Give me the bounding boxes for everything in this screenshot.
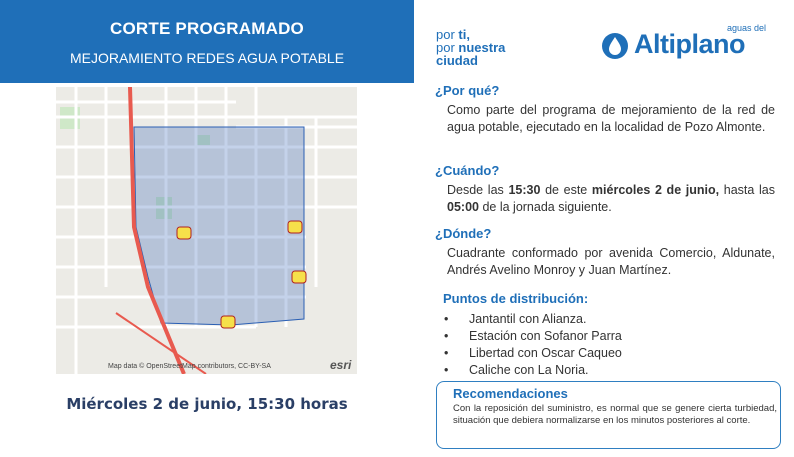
slogan-line-2-bold: nuestra	[458, 40, 506, 55]
distribution-point: Caliche con La Noria.	[469, 363, 589, 377]
when-text-part: hasta las	[719, 183, 775, 197]
header-banner	[0, 0, 414, 83]
recommendations-box	[436, 381, 781, 449]
list-item: • Estación con Sofanor Parra	[444, 329, 622, 343]
list-item: • Caliche con La Noria.	[444, 363, 589, 377]
marker-caliche[interactable]	[221, 316, 235, 328]
slogan-line-1: por	[436, 27, 459, 42]
when-heading: ¿Cuándo?	[435, 163, 500, 178]
marker-jantantil[interactable]	[177, 227, 191, 239]
distribution-list	[444, 311, 622, 379]
marker-libertad[interactable]	[292, 271, 306, 283]
list-item: • Jantantil con Alianza.	[444, 312, 587, 326]
recommendations-text: Con la reposición del suministro, es normal que se genere cierta turbiedad, situación que debiera normalizarse en los minutos posteriores al corte.	[453, 403, 777, 426]
when-date: miércoles 2 de junio,	[591, 183, 720, 197]
when-text-part: Desde las	[447, 183, 509, 197]
water-drop-icon	[600, 31, 630, 61]
logo-small-text: aguas del	[726, 23, 766, 33]
why-heading: ¿Por qué?	[435, 83, 500, 98]
map-canvas	[56, 87, 357, 374]
when-text-part: de la jornada siguiente.	[478, 200, 612, 214]
banner-title: CORTE PROGRAMADO	[110, 19, 304, 38]
slogan-line-2: por	[436, 40, 459, 55]
altiplano-logo	[600, 23, 770, 63]
why-text: Como parte del programa de mejoramiento de la red de agua potable, ejecutado en la localidad de Pozo Almonte.	[447, 103, 775, 134]
banner-subtitle: MEJORAMIENTO REDES AGUA POTABLE	[69, 50, 345, 66]
when-text	[447, 182, 775, 216]
recommendations-heading: Recomendaciones	[453, 386, 568, 401]
distribution-heading: Puntos de distribución:	[443, 291, 589, 306]
date-line: Miércoles 2 de junio, 15:30 horas	[66, 395, 348, 413]
slogan-line-1-bold: ti,	[458, 27, 470, 42]
distribution-point: Estación con Sofanor Parra	[469, 329, 622, 343]
distribution-point: Libertad con Oscar Caqueo	[469, 346, 622, 360]
slogan	[436, 28, 505, 67]
when-time-start: 15:30	[508, 183, 541, 197]
list-item: • Libertad con Oscar Caqueo	[444, 346, 622, 360]
where-text: Cuadrante conformado por avenida Comercio, Aldunate, Andrés Avelino Monroy y Juan Martínez.	[447, 246, 775, 277]
when-text-part: de este	[540, 183, 592, 197]
map-attribution: Map data © OpenStreetMap contributors, CC-BY-SA	[108, 363, 271, 370]
when-time-end: 05:00	[447, 200, 479, 214]
marker-estacion[interactable]	[288, 221, 302, 233]
slogan-line-3: ciudad	[436, 53, 478, 68]
outage-map[interactable]	[56, 87, 357, 374]
distribution-point: Jantantil con Alianza.	[469, 312, 587, 326]
where-heading: ¿Dónde?	[435, 226, 492, 241]
outage-area	[134, 127, 304, 325]
logo-name: Altiplano	[634, 29, 745, 59]
esri-logo: esri	[330, 358, 352, 372]
